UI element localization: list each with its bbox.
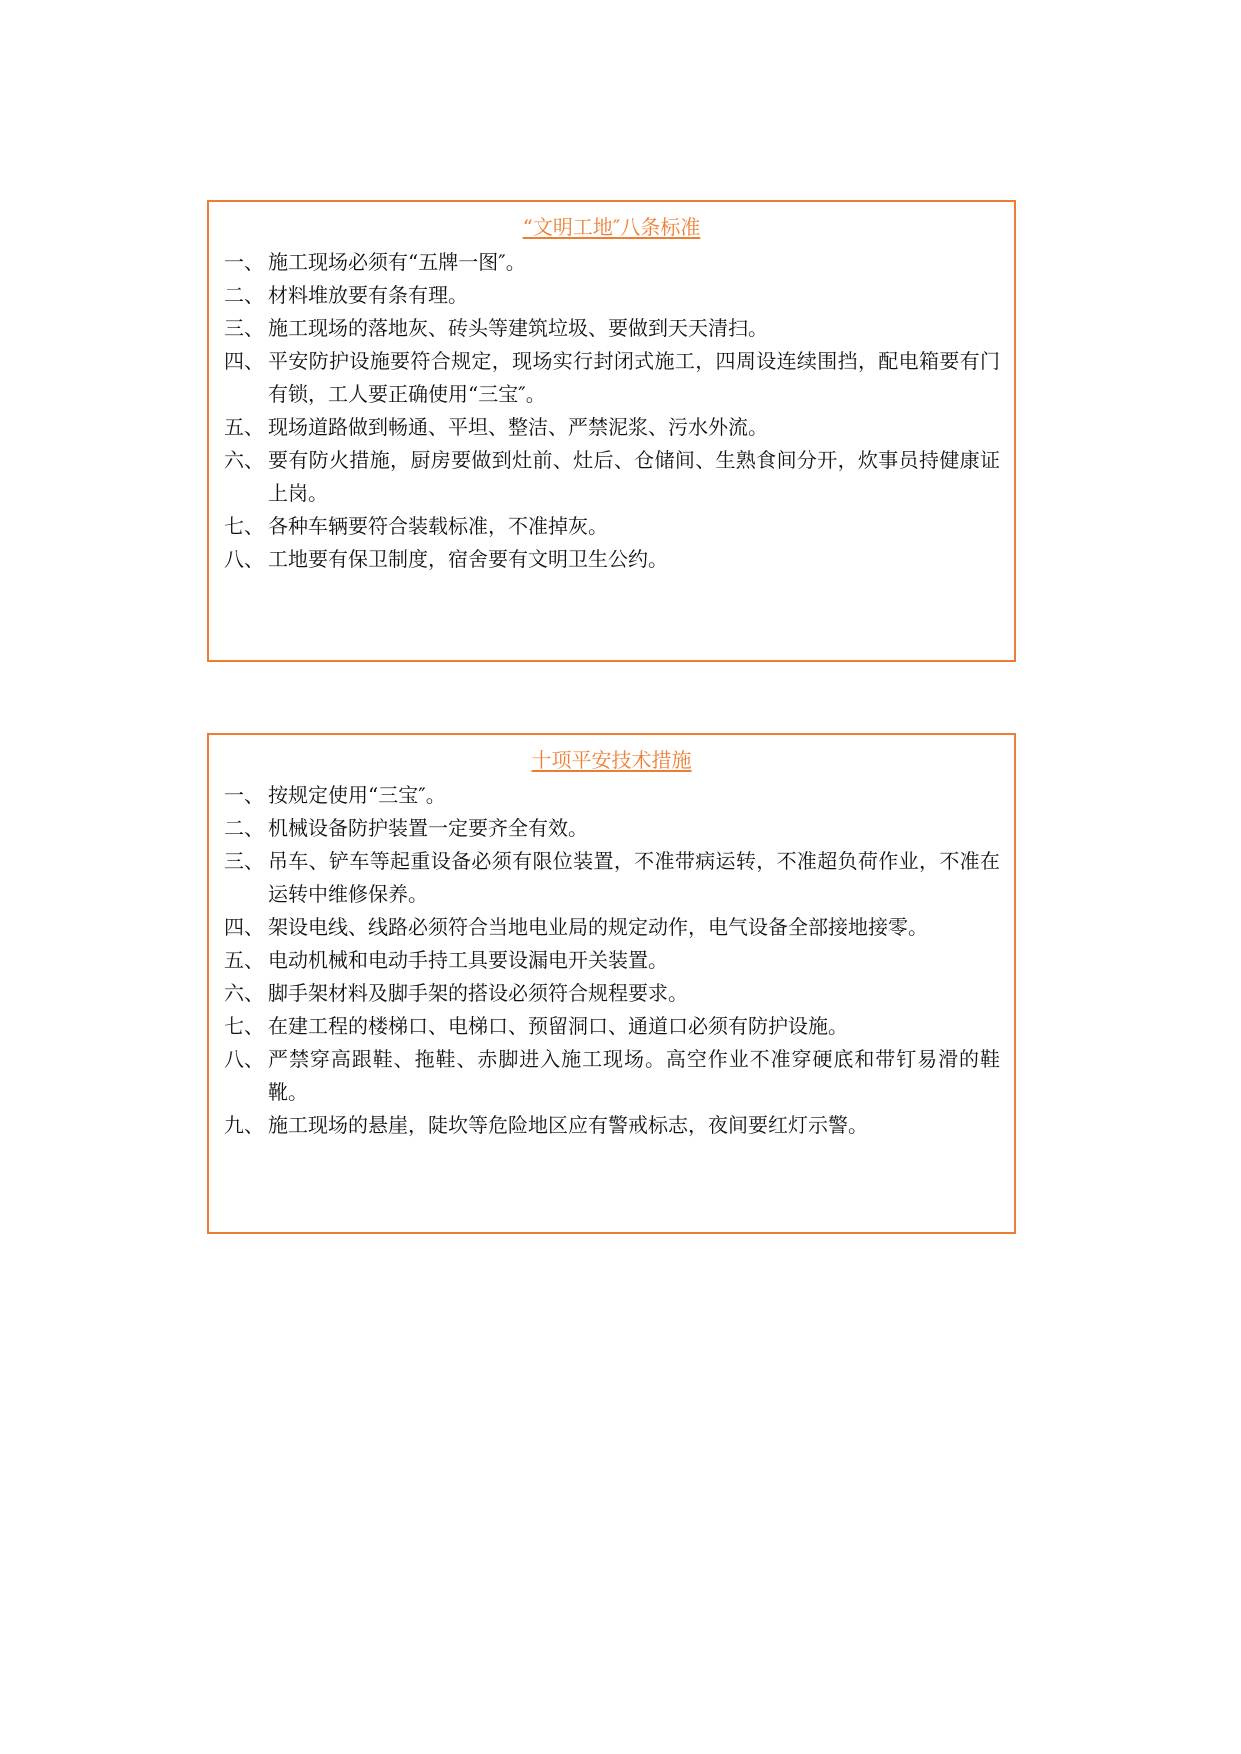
list-item [224, 279, 1000, 312]
list-item [224, 1043, 1000, 1109]
item-text: 施工现场的悬崖，陡坎等危险地区应有警戒标志，夜间要红灯示警。 [268, 1113, 868, 1137]
item-text: 平安防护设施要符合规定，现场实行封闭式施工，四周设连续围挡，配电箱要有门有锁，工人要正确使用“三宝″。 [268, 349, 1000, 406]
list-item [224, 977, 1000, 1010]
list-item [224, 812, 1000, 845]
list-item [224, 944, 1000, 977]
list-item [224, 510, 1000, 543]
item-text: 电动机械和电动手持工具要设漏电开关装置。 [268, 948, 668, 972]
item-number: 一、 [224, 783, 264, 807]
item-text: 严禁穿高跟鞋、拖鞋、赤脚进入施工现场。高空作业不准穿硬底和带钉易滑的鞋靴。 [268, 1047, 1000, 1104]
item-number: 二、 [224, 283, 264, 307]
list-item [224, 911, 1000, 944]
list-item [224, 845, 1000, 911]
item-text: 机械设备防护装置一定要齐全有效。 [268, 816, 588, 840]
section-title: 十项平安技术措施 [531, 748, 692, 772]
item-text: 要有防火措施，厨房要做到灶前、灶后、仓储间、生熟食间分开，炊事员持健康证上岗。 [268, 448, 1000, 505]
item-number: 六、 [224, 981, 264, 1005]
item-number: 七、 [224, 1014, 264, 1038]
item-number: 五、 [224, 415, 264, 439]
item-number: 六、 [224, 448, 264, 472]
item-number: 四、 [224, 349, 264, 373]
list-item [224, 312, 1000, 345]
list-item [224, 1010, 1000, 1043]
item-number: 七、 [224, 514, 264, 538]
item-number: 八、 [224, 1047, 264, 1071]
measures-list [209, 779, 1014, 1142]
item-number: 九、 [224, 1113, 264, 1137]
list-item [224, 345, 1000, 411]
item-text: 吊车、铲车等起重设备必须有限位装置，不准带病运转，不准超负荷作业，不准在运转中维修保养。 [268, 849, 1000, 906]
item-text: 架设电线、线路必须符合当地电业局的规定动作，电气设备全部接地接零。 [268, 915, 928, 939]
item-text: 现场道路做到畅通、平坦、整洁、严禁泥浆、污水外流。 [268, 415, 768, 439]
item-text: 在建工程的楼梯口、电梯口、预留洞口、通道口必须有防护设施。 [268, 1014, 848, 1038]
safety-measures-box [207, 733, 1016, 1234]
item-text: 各种车辆要符合装载标准，不准掉灰。 [268, 514, 608, 538]
item-number: 三、 [224, 316, 264, 340]
standards-list [209, 246, 1014, 576]
item-number: 二、 [224, 816, 264, 840]
list-item [224, 779, 1000, 812]
list-item [224, 543, 1000, 576]
item-text: 按规定使用“三宝″。 [268, 783, 446, 807]
item-text: 脚手架材料及脚手架的搭设必须符合规程要求。 [268, 981, 688, 1005]
item-number: 三、 [224, 849, 264, 873]
item-number: 五、 [224, 948, 264, 972]
item-number: 四、 [224, 915, 264, 939]
item-text: 工地要有保卫制度，宿舍要有文明卫生公约。 [268, 547, 668, 571]
item-number: 一、 [224, 250, 264, 274]
section-title: “文明工地″八条标准 [522, 215, 701, 239]
list-item [224, 246, 1000, 279]
item-number: 八、 [224, 547, 264, 571]
list-item [224, 411, 1000, 444]
item-text: 施工现场必须有“五牌一图″。 [268, 250, 526, 274]
list-item [224, 1109, 1000, 1142]
item-text: 材料堆放要有条有理。 [268, 283, 468, 307]
item-text: 施工现场的落地灰、砖头等建筑垃圾、要做到天天清扫。 [268, 316, 768, 340]
civilized-site-standards-box [207, 200, 1016, 662]
list-item [224, 444, 1000, 510]
